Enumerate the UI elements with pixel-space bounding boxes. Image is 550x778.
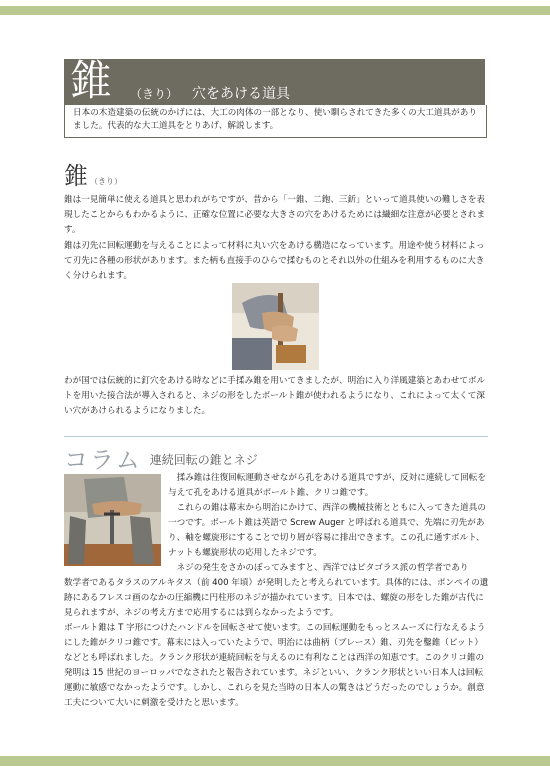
section-divider [64, 436, 488, 437]
hand-drill-photo [232, 283, 319, 370]
column-title: 連続回転の錐とネジ [149, 453, 258, 467]
section-paragraph-3: わが国では伝統的に釘穴をあける時などに手揉み錐を用いてきましたが、明治に入り洋風建築とあわせてボルトを用いた接合法が導入されると、ネジの形をしたボールト錐が使われるようになり、これによって太くて深い穴があけられるようになりました。 [64, 376, 486, 416]
bottom-accent-bar [0, 756, 550, 766]
column-label: コラム [64, 446, 142, 474]
intro-text: 日本の木造建築の伝統のかげには、大工の肉体の一部となり、使い馴らされてきた多くの大工道具がありました。代表的な大工道具をとりあげ、解説します。 [64, 105, 487, 138]
column-paragraph: 揉み錐は往復回転運動させながら孔をあける道具ですが、反対に連続して回転を与えて孔をあける道具がボールト錐、クリコ錐です。 [168, 473, 486, 498]
title-reading: （きり） [130, 87, 179, 101]
section-reading: （きり） [90, 177, 122, 186]
column-side-text [168, 471, 490, 576]
top-accent-bar [0, 6, 550, 15]
title-kanji: 錐 [70, 56, 113, 105]
title-banner [64, 56, 485, 105]
section-paragraph-1: 錐は一見簡単に使える道具と思われがちですが、昔から「一錐、二鉋、三釿」といって道具使いの難しさを表現したことからもわかるように、正確な位置に必要な大きさの穴をあけるためには繊細な注意が必要とされます。 [64, 195, 486, 235]
section-paragraph-2: 錐は刃先に回転運動を与えることによって材料に丸い穴をあける構造になっています。用途や使う材料によって刃先に各種の形状があります。また柄も直接手のひらで揉むものとそれ以外の仕組みを利用するものに大きく分けられます。 [64, 241, 485, 281]
column-paragraph: ボールト錐は T 字形につけたハンドルを回転させて使います。この回転運動をもっとスムーズに行なえるようにした錐がクリコ錐です。幕末には入っていたようで、明治には曲柄（ブレース）錐、刃先を鑿錐（ピット）などとも呼ばれました。クランク形状が連続回転を与えるのに有利なことは西洋の知恵です。このクリコ錐の発明は 15 世紀のヨーロッパでなされたと報告されています。ネジといい、クランク形状といい日本人は回転運動に敏感でなかったようです。しかし、これらを見た当時の日本人の驚きはどうだったのでしょうか。創意工夫について大いに刺激を受けたと思います。 [64, 623, 486, 708]
column-paragraph: 数学者であるタラスのアルキタス（前 400 年頃）が発明したと考えられています。具体的には、ポンペイの遺跡にあるフレスコ画のなかの圧縮機に円柱形のネジが描かれています。日本では、螺旋の形をした錐が古代に見られますが、ネジの考え方まで応用するには到らなかったようです。 [64, 578, 489, 618]
column-heading [64, 440, 258, 475]
title-subtitle: 穴をあける道具 [192, 86, 290, 102]
bolt-auger-photo [64, 474, 161, 566]
column-paragraph: ネジの発生をさかのぼってみますと、西洋ではピタゴラス派の哲学者であり [176, 563, 469, 573]
section-title [64, 156, 122, 191]
column-full-text [64, 576, 490, 711]
column-paragraph: これらの錐は幕末から明治にかけて、西洋の機械技術とともに入ってきた道具の一つです。ボールト錐は英語で Screw Auger と呼ばれる道具で、先端に刃先があり、軸を螺旋形にすることで切り屑が容易に排出できます。この孔に通すボルト、ナットも螺旋形状の応用したネジです。 [168, 503, 486, 558]
section-kanji: 錐 [64, 162, 88, 190]
